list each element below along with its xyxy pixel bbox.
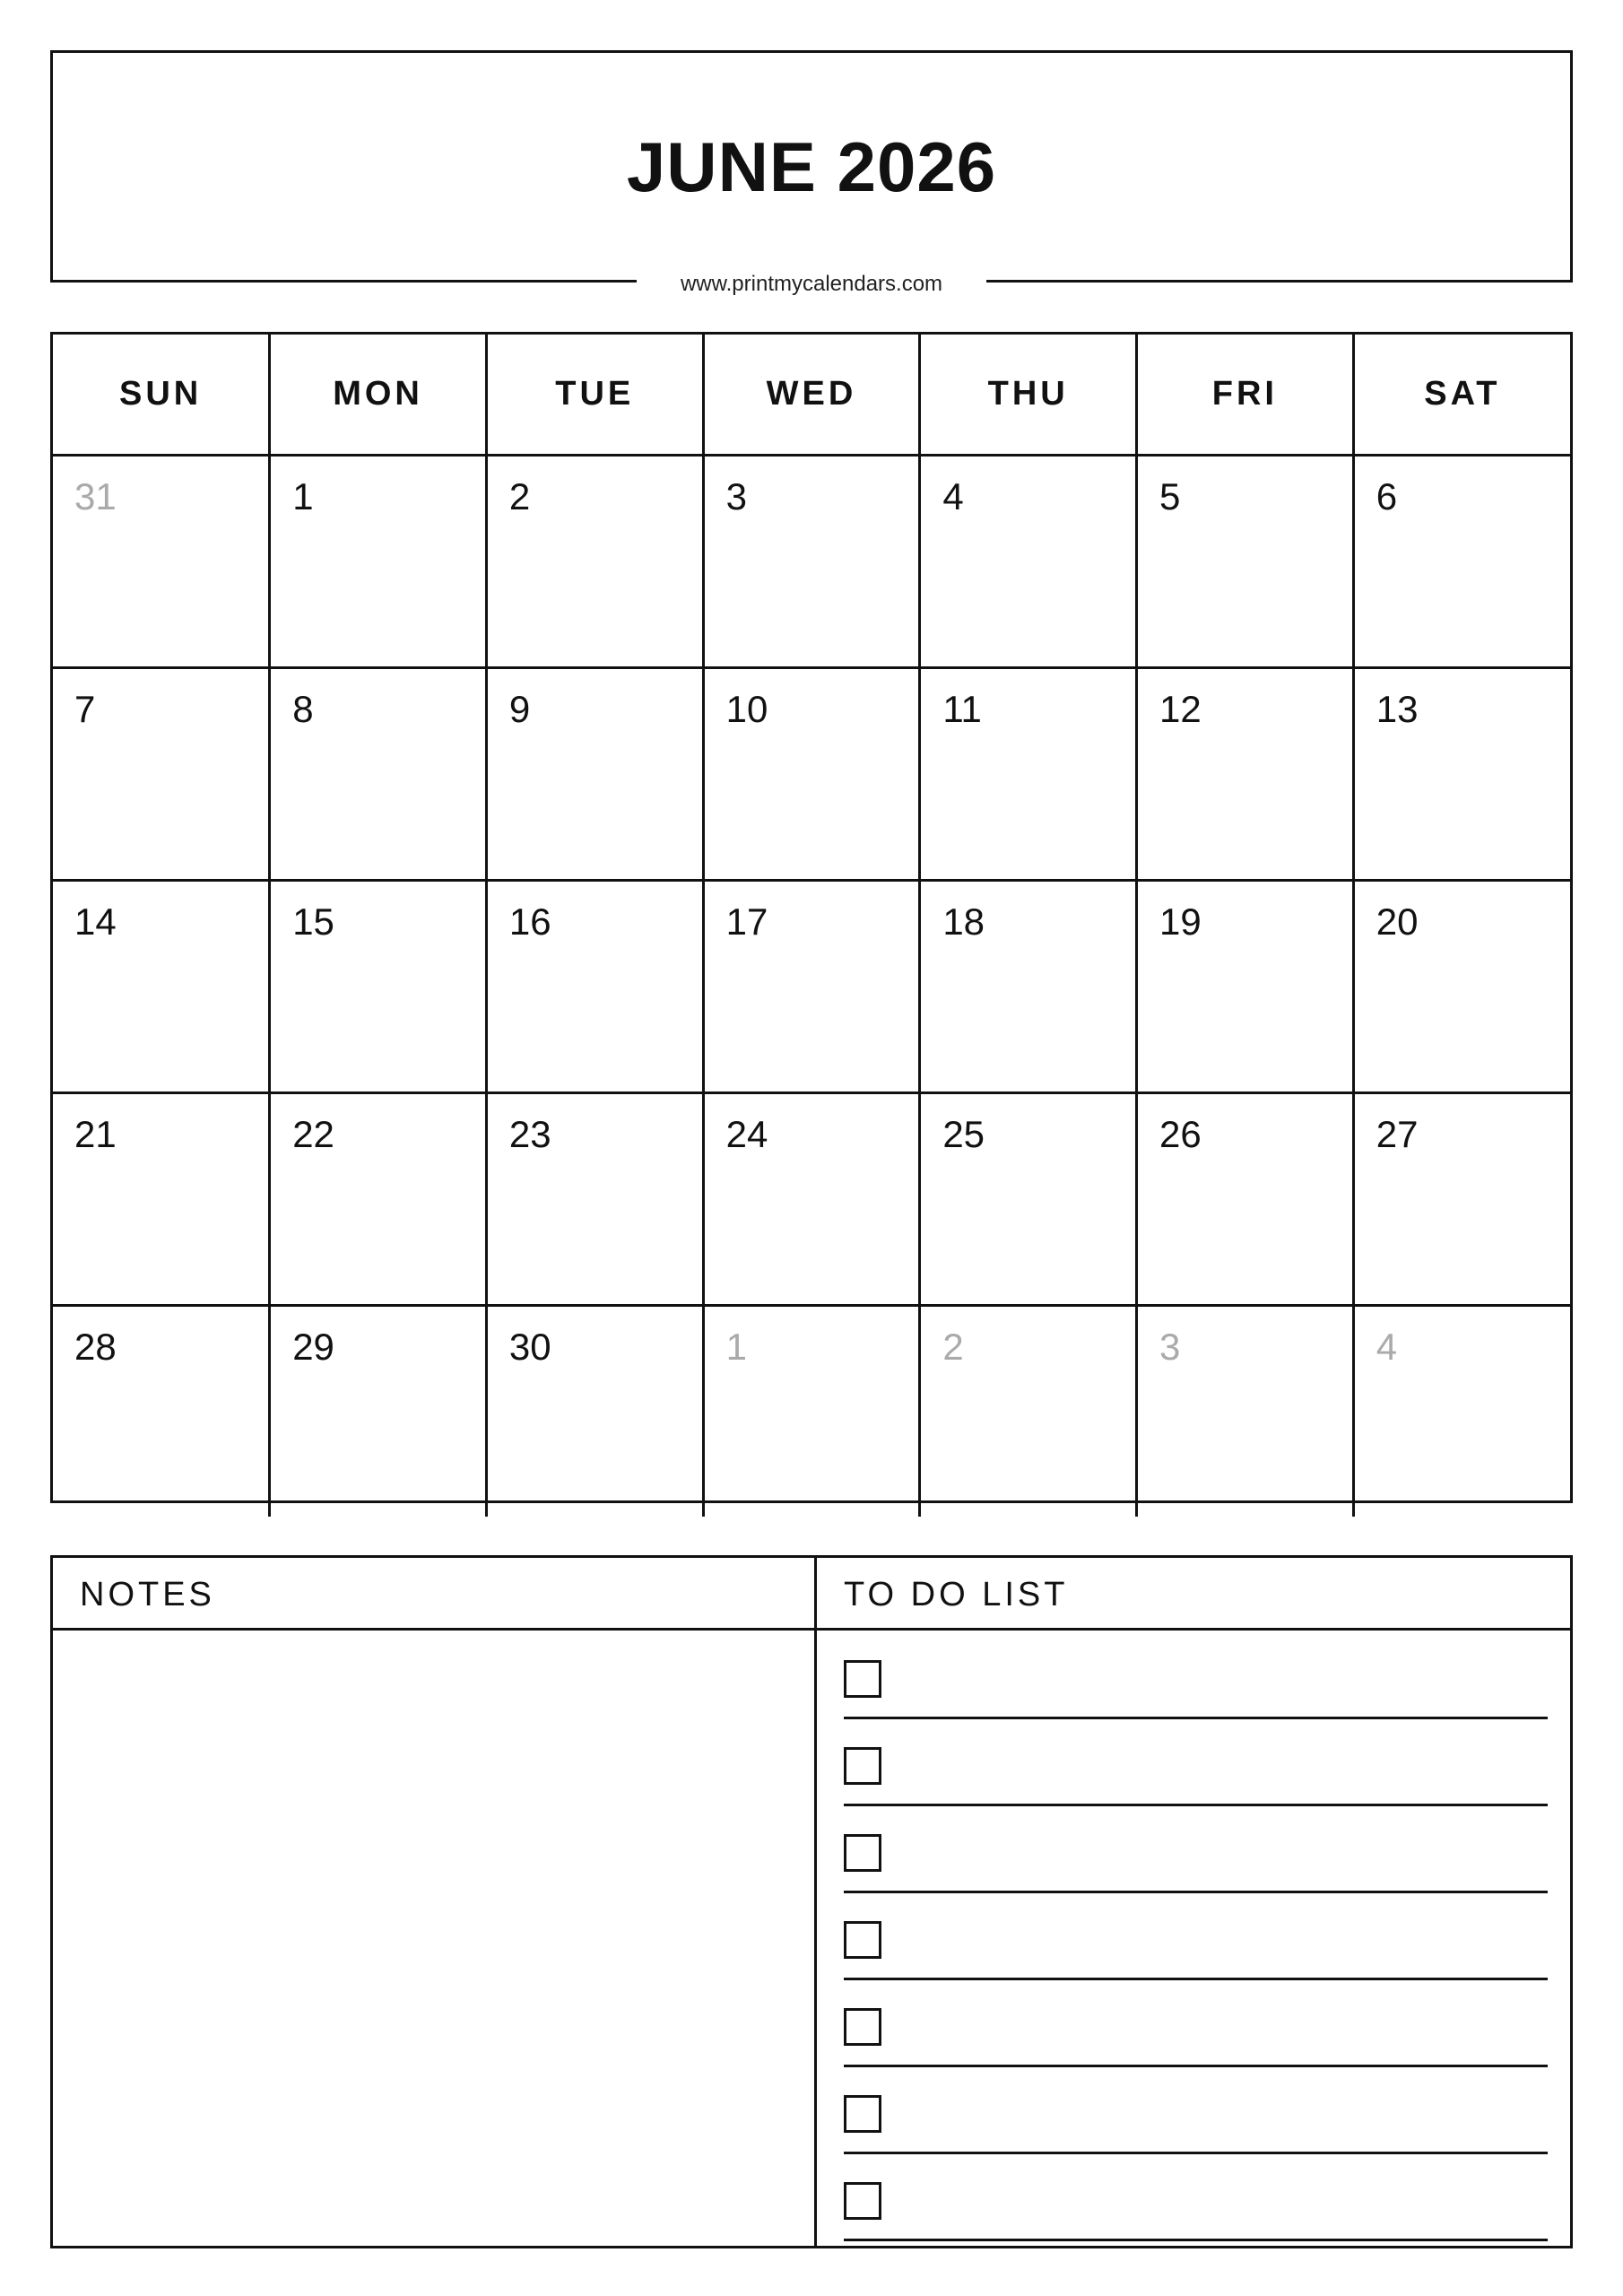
day-number: 12	[1159, 688, 1202, 730]
day-cell	[920, 456, 1137, 668]
day-cell	[1353, 668, 1570, 881]
todo-item	[844, 2095, 1548, 2182]
weekday-wed: WED	[703, 335, 920, 456]
day-number: 9	[508, 688, 531, 730]
day-number: 17	[725, 900, 768, 943]
weekday-sat: SAT	[1353, 335, 1570, 456]
todo-item	[844, 1834, 1548, 1921]
calendar-week-row	[53, 456, 1570, 668]
day-number-outside-month: 2	[942, 1326, 964, 1368]
weekday-fri: FRI	[1137, 335, 1354, 456]
website-url: www.printmycalendars.com	[637, 271, 986, 298]
day-cell	[1353, 1093, 1570, 1306]
day-number: 21	[74, 1113, 117, 1155]
day-cell	[53, 1306, 270, 1518]
calendar-week-row	[53, 668, 1570, 881]
day-number-outside-month: 1	[725, 1326, 747, 1368]
day-number-outside-month: 4	[1376, 1326, 1398, 1368]
calendar-grid	[50, 332, 1573, 1503]
checkbox-icon	[844, 2008, 881, 2046]
day-cell	[486, 1306, 703, 1518]
checkbox-icon	[844, 1834, 881, 1872]
todo-item	[844, 1660, 1548, 1747]
checkbox-icon	[844, 2095, 881, 2133]
calendar-table	[53, 335, 1570, 1517]
day-number: 23	[508, 1113, 551, 1155]
day-number: 29	[292, 1326, 334, 1368]
weekday-tue: TUE	[486, 335, 703, 456]
todo-line	[844, 1717, 1548, 1719]
todo-line	[844, 2239, 1548, 2241]
day-cell	[1137, 456, 1354, 668]
day-number: 28	[74, 1326, 117, 1368]
todo-item	[844, 1921, 1548, 2008]
day-cell	[270, 668, 487, 881]
day-cell	[703, 1306, 920, 1518]
notes-label: NOTES	[80, 1576, 215, 1613]
day-cell	[1353, 456, 1570, 668]
day-number: 4	[942, 475, 964, 517]
day-number: 10	[725, 688, 768, 730]
checkbox-icon	[844, 2182, 881, 2220]
day-number-outside-month: 3	[1159, 1326, 1181, 1368]
day-cell	[486, 456, 703, 668]
day-cell	[53, 1093, 270, 1306]
day-number: 8	[292, 688, 314, 730]
day-cell	[53, 456, 270, 668]
todo-list	[844, 1660, 1548, 2269]
day-cell	[703, 668, 920, 881]
day-number-outside-month: 31	[74, 475, 117, 517]
day-number: 30	[508, 1326, 551, 1368]
day-cell	[270, 1093, 487, 1306]
column-divider	[814, 1558, 817, 2246]
notes-todo-panel	[50, 1555, 1573, 2248]
weekday-mon: MON	[270, 335, 487, 456]
day-number: 3	[725, 475, 747, 517]
day-number: 24	[725, 1113, 768, 1155]
day-number: 6	[1376, 475, 1398, 517]
day-cell	[920, 668, 1137, 881]
day-number: 13	[1376, 688, 1419, 730]
day-number: 5	[1159, 475, 1181, 517]
day-cell	[703, 1093, 920, 1306]
day-cell	[1137, 1093, 1354, 1306]
todo-line	[844, 2152, 1548, 2154]
header-divider	[53, 1628, 1570, 1631]
weekday-thu: THU	[920, 335, 1137, 456]
day-number: 22	[292, 1113, 334, 1155]
day-cell	[920, 881, 1137, 1093]
calendar-weeks	[53, 456, 1570, 1518]
todo-line	[844, 2065, 1548, 2067]
todo-item	[844, 2008, 1548, 2095]
title-box	[50, 50, 1573, 283]
calendar-week-row	[53, 1093, 1570, 1306]
day-number: 14	[74, 900, 117, 943]
day-number: 11	[942, 688, 982, 730]
todo-line	[844, 1891, 1548, 1893]
todo-item	[844, 2182, 1548, 2269]
day-cell	[1353, 1306, 1570, 1518]
calendar-week-row	[53, 1306, 1570, 1518]
weekday-sun: SUN	[53, 335, 270, 456]
day-cell	[920, 1093, 1137, 1306]
day-number: 16	[508, 900, 551, 943]
weekday-header-row	[53, 335, 1570, 456]
day-number: 25	[942, 1113, 985, 1155]
todo-item	[844, 1747, 1548, 1834]
day-cell	[53, 881, 270, 1093]
day-cell	[920, 1306, 1137, 1518]
day-cell	[486, 881, 703, 1093]
todo-line	[844, 1978, 1548, 1980]
day-number: 2	[508, 475, 531, 517]
day-cell	[1137, 668, 1354, 881]
day-cell	[1137, 881, 1354, 1093]
day-cell	[486, 1093, 703, 1306]
day-cell	[53, 668, 270, 881]
day-cell	[486, 668, 703, 881]
todo-label: TO DO LIST	[844, 1576, 1069, 1613]
day-number: 20	[1376, 900, 1419, 943]
page-title: JUNE 2026	[626, 127, 997, 206]
day-number: 18	[942, 900, 985, 943]
day-number: 7	[74, 688, 96, 730]
day-number: 15	[292, 900, 334, 943]
day-cell	[1353, 881, 1570, 1093]
day-number: 26	[1159, 1113, 1202, 1155]
checkbox-icon	[844, 1921, 881, 1959]
checkbox-icon	[844, 1747, 881, 1785]
day-cell	[270, 456, 487, 668]
calendar-week-row	[53, 881, 1570, 1093]
day-number: 27	[1376, 1113, 1419, 1155]
todo-line	[844, 1804, 1548, 1806]
checkbox-icon	[844, 1660, 881, 1698]
day-cell	[703, 881, 920, 1093]
day-cell	[270, 1306, 487, 1518]
day-cell	[270, 881, 487, 1093]
day-cell	[1137, 1306, 1354, 1518]
day-number: 19	[1159, 900, 1202, 943]
day-number: 1	[292, 475, 314, 517]
day-cell	[703, 456, 920, 668]
